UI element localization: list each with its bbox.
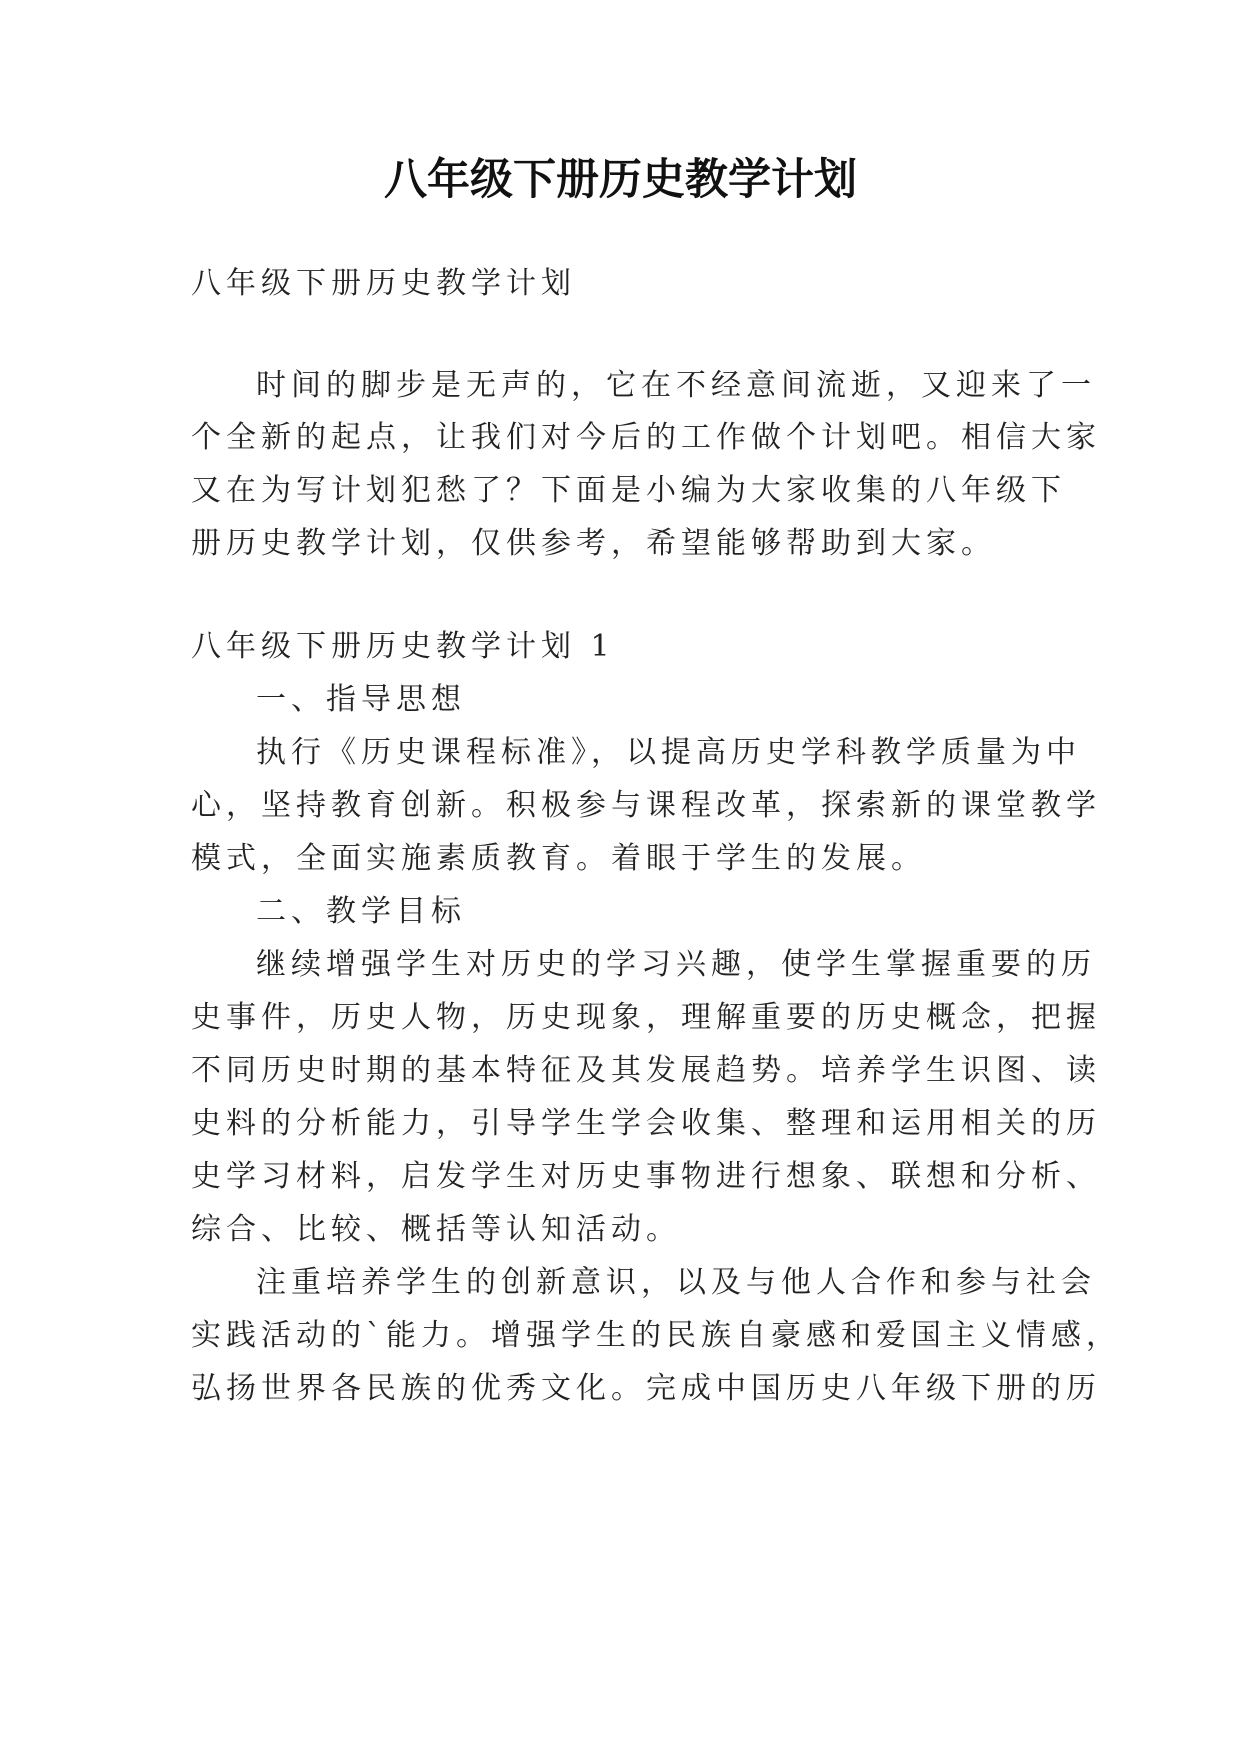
intro-line-2: 个全新的起点，让我们对今后的工作做个计划吧。相信大家: [191, 420, 1101, 455]
document-title: 八年级下册历史教学计划: [384, 155, 857, 205]
document-subtitle: 八年级下册历史教学计划: [191, 266, 576, 301]
intro-line-4: 册历史教学计划，仅供参考，希望能够帮助到大家。: [191, 526, 996, 561]
part2-line-2: 史事件，历史人物，历史现象，理解重要的历史概念，把握: [191, 1000, 1101, 1035]
part2-line-1: 继续增强学生对历史的学习兴趣，使学生掌握重要的历: [256, 947, 1096, 982]
part2-line-4: 史料的分析能力，引导学生学会收集、整理和运用相关的历: [191, 1106, 1101, 1141]
part2-heading: 二、教学目标: [256, 894, 466, 929]
part1-line-3: 模式，全面实施素质教育。着眼于学生的发展。: [191, 841, 926, 876]
part1-line-1: 执行《历史课程标准》，以提高历史学科教学质量为中: [256, 735, 1081, 770]
part3-line-3: 弘扬世界各民族的优秀文化。完成中国历史八年级下册的历: [191, 1371, 1101, 1406]
intro-line-1: 时间的脚步是无声的，它在不经意间流逝，又迎来了一: [256, 368, 1096, 403]
part2-line-6: 综合、比较、概括等认知活动。: [191, 1212, 681, 1247]
part2-line-5: 史学习材料，启发学生对历史事物进行想象、联想和分析、: [191, 1159, 1101, 1194]
part1-line-2: 心，坚持教育创新。积极参与课程改革，探索新的课堂教学: [191, 788, 1101, 823]
part2-line-3: 不同历史时期的基本特征及其发展趋势。培养学生识图、读: [191, 1053, 1101, 1088]
section-heading: 八年级下册历史教学计划 1: [191, 629, 615, 664]
intro-line-3: 又在为写计划犯愁了？下面是小编为大家收集的八年级下: [191, 473, 1066, 508]
part3-line-1: 注重培养学生的创新意识，以及与他人合作和参与社会: [256, 1265, 1096, 1300]
part1-heading: 一、指导思想: [256, 682, 466, 717]
part3-line-2: 实践活动的`能力。增强学生的民族自豪感和爱国主义情感，: [191, 1318, 1121, 1353]
